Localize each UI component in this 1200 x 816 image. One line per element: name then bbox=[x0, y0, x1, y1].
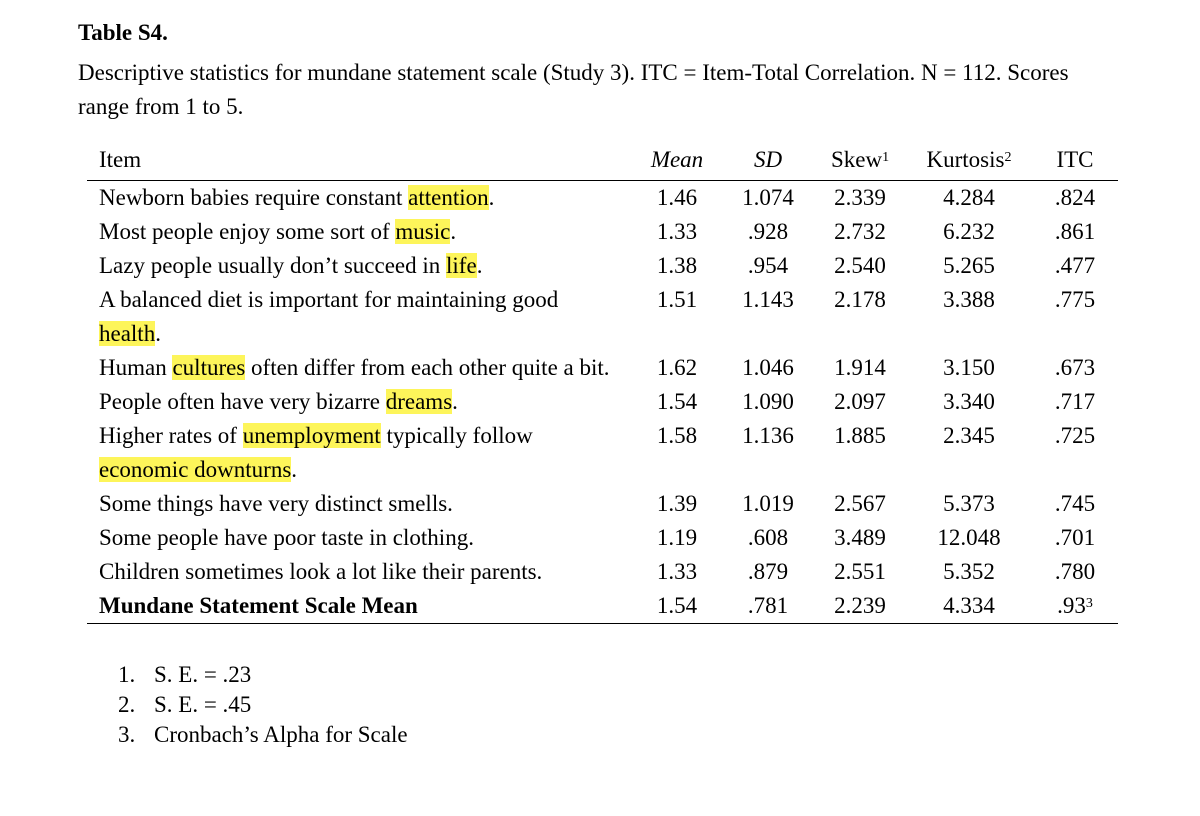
item-cell bbox=[87, 419, 632, 487]
kurtosis-cell: 4.334 bbox=[906, 589, 1032, 624]
kurtosis-cell: 5.373 bbox=[943, 491, 995, 516]
kurtosis-cell: 5.352 bbox=[943, 559, 995, 584]
highlighted-keyword: health bbox=[99, 321, 156, 346]
item-cell bbox=[87, 487, 632, 521]
itc-value: .725 bbox=[1054, 423, 1096, 448]
mean-cell: 1.39 bbox=[656, 491, 698, 516]
item-text: Higher rates of bbox=[99, 423, 243, 448]
itc-value: .701 bbox=[1054, 525, 1096, 550]
sd-cell: .879 bbox=[747, 559, 789, 584]
itc-cell bbox=[1032, 521, 1118, 555]
highlighted-keyword: dreams bbox=[385, 389, 453, 414]
footnote-number: 2. bbox=[118, 692, 136, 717]
table-row bbox=[87, 521, 1118, 555]
item-cell bbox=[87, 215, 632, 249]
item-text: . bbox=[155, 321, 161, 346]
sd-cell: 1.046 bbox=[742, 355, 794, 380]
highlighted-keyword: music bbox=[395, 219, 451, 244]
kurtosis-cell: 12.048 bbox=[937, 525, 1001, 550]
itc-value: .745 bbox=[1054, 491, 1096, 516]
itc-value: .93 bbox=[1057, 593, 1086, 618]
table-row bbox=[87, 249, 1118, 283]
item-text: . bbox=[450, 219, 457, 244]
kurtosis-cell: 4.284 bbox=[943, 185, 995, 210]
footnote bbox=[118, 720, 408, 750]
mean-cell: 1.46 bbox=[656, 185, 698, 210]
header-kurtosis-footnote: 2 bbox=[1004, 150, 1012, 165]
skew-cell: 2.567 bbox=[834, 491, 886, 516]
itc-cell bbox=[1032, 283, 1118, 351]
table-row bbox=[87, 351, 1118, 385]
skew-cell: 1.885 bbox=[834, 423, 886, 448]
footnote bbox=[118, 690, 408, 720]
mean-cell: 1.62 bbox=[656, 355, 698, 380]
itc-value: .775 bbox=[1054, 287, 1096, 312]
skew-cell: 2.732 bbox=[834, 219, 886, 244]
table-row bbox=[87, 487, 1118, 521]
item-cell bbox=[87, 555, 632, 589]
item-text: Lazy people usually don’t succeed in bbox=[99, 253, 447, 278]
kurtosis-cell: 6.232 bbox=[943, 219, 995, 244]
skew-cell: 2.339 bbox=[834, 185, 886, 210]
footnote-text: S. E. = .45 bbox=[154, 692, 252, 717]
item-cell bbox=[87, 351, 632, 385]
itc-cell bbox=[1032, 181, 1118, 216]
item-text: . bbox=[476, 253, 483, 278]
table-row bbox=[87, 215, 1118, 249]
highlighted-keyword: life bbox=[446, 253, 477, 278]
item-cell bbox=[87, 181, 632, 216]
table-row bbox=[87, 283, 1118, 351]
itc-value: .824 bbox=[1054, 185, 1096, 210]
table-row bbox=[87, 385, 1118, 419]
table-row bbox=[87, 181, 1118, 216]
skew-cell: 2.551 bbox=[834, 559, 886, 584]
itc-value: .673 bbox=[1054, 355, 1096, 380]
kurtosis-cell: 3.388 bbox=[943, 287, 995, 312]
footnote-text: S. E. = .23 bbox=[154, 662, 252, 687]
item-text: Most people enjoy some sort of bbox=[99, 219, 396, 244]
mean-cell: 1.33 bbox=[656, 219, 698, 244]
highlighted-keyword: economic downturns bbox=[99, 457, 292, 482]
mean-cell: 1.51 bbox=[656, 287, 698, 312]
header-kurtosis bbox=[906, 140, 1032, 181]
header-sd: SD bbox=[722, 140, 814, 181]
table-row bbox=[87, 419, 1118, 487]
itc-cell bbox=[1032, 351, 1118, 385]
kurtosis-cell: 2.345 bbox=[943, 423, 995, 448]
item-text: Some things have very distinct smells. bbox=[99, 491, 453, 516]
item-text: Children sometimes look a lot like their parents. bbox=[99, 559, 543, 584]
header-itc: ITC bbox=[1032, 140, 1118, 181]
skew-cell: 2.097 bbox=[834, 389, 886, 414]
highlighted-keyword: cultures bbox=[172, 355, 246, 380]
sd-cell: .954 bbox=[747, 253, 789, 278]
table-row bbox=[87, 555, 1118, 589]
skew-cell: 2.540 bbox=[834, 253, 886, 278]
item-text: . bbox=[452, 389, 458, 414]
sd-cell: 1.136 bbox=[742, 423, 794, 448]
table-body bbox=[87, 181, 1118, 624]
header-skew-footnote: 1 bbox=[882, 150, 890, 165]
header-item: Item bbox=[87, 140, 632, 181]
skew-cell: 2.239 bbox=[814, 589, 906, 624]
highlighted-keyword: unemployment bbox=[242, 423, 381, 448]
sd-cell: 1.090 bbox=[742, 389, 794, 414]
item-cell bbox=[87, 283, 632, 351]
item-text: A balanced diet is important for maintaining good bbox=[99, 287, 559, 312]
footnote bbox=[118, 660, 408, 690]
item-cell bbox=[87, 385, 632, 419]
skew-cell: 2.178 bbox=[834, 287, 886, 312]
header-skew-label: Skew bbox=[830, 147, 883, 172]
item-text: . bbox=[291, 457, 298, 482]
header-kurtosis-label: Kurtosis bbox=[926, 147, 1005, 172]
itc-cell bbox=[1032, 589, 1118, 624]
itc-value: .861 bbox=[1054, 219, 1096, 244]
itc-value: .717 bbox=[1054, 389, 1096, 414]
statistics-table-container bbox=[87, 140, 1118, 624]
mean-cell: 1.54 bbox=[656, 389, 698, 414]
itc-value: .780 bbox=[1054, 559, 1096, 584]
itc-footnote: 3 bbox=[1085, 596, 1093, 611]
sd-cell: .608 bbox=[747, 525, 789, 550]
kurtosis-cell: 3.150 bbox=[943, 355, 995, 380]
item-text: Newborn babies require constant bbox=[99, 185, 409, 210]
item-text: . bbox=[488, 185, 495, 210]
table-title: Table S4. bbox=[78, 20, 168, 45]
skew-cell: 1.914 bbox=[834, 355, 886, 380]
itc-cell bbox=[1032, 487, 1118, 521]
itc-cell bbox=[1032, 555, 1118, 589]
itc-value: .477 bbox=[1054, 253, 1096, 278]
sd-cell: 1.143 bbox=[742, 287, 794, 312]
item-cell bbox=[87, 249, 632, 283]
table-footnotes bbox=[118, 660, 408, 750]
item-text: Mundane Statement Scale Mean bbox=[99, 593, 418, 618]
kurtosis-cell: 5.265 bbox=[943, 253, 995, 278]
mean-cell: 1.19 bbox=[656, 525, 698, 550]
sd-cell: .928 bbox=[747, 219, 789, 244]
mean-cell: 1.38 bbox=[656, 253, 698, 278]
footnote-number: 1. bbox=[118, 662, 136, 687]
table-row bbox=[87, 589, 1118, 624]
header-skew bbox=[814, 140, 906, 181]
kurtosis-cell: 3.340 bbox=[943, 389, 995, 414]
item-text: Some people have poor taste in clothing. bbox=[99, 525, 474, 550]
itc-cell bbox=[1032, 249, 1118, 283]
item-text: typically follow bbox=[380, 423, 533, 448]
footnote-text: Cronbach’s Alpha for Scale bbox=[154, 722, 408, 747]
mean-cell: 1.58 bbox=[656, 423, 698, 448]
itc-cell bbox=[1032, 419, 1118, 487]
item-text: People often have very bizarre bbox=[99, 389, 386, 414]
mean-cell: 1.33 bbox=[656, 559, 698, 584]
item-cell bbox=[87, 589, 632, 624]
header-mean: Mean bbox=[632, 140, 722, 181]
skew-cell: 3.489 bbox=[834, 525, 886, 550]
itc-cell bbox=[1032, 215, 1118, 249]
item-cell bbox=[87, 521, 632, 555]
sd-cell: .781 bbox=[722, 589, 814, 624]
table-caption: Descriptive statistics for mundane statement scale (Study 3). ITC = Item-Total Correlation. N = 112. Scores range from 1 to 5. bbox=[78, 60, 1069, 119]
footnote-number: 3. bbox=[118, 722, 136, 747]
itc-cell bbox=[1032, 385, 1118, 419]
statistics-table bbox=[87, 140, 1118, 624]
item-text: often differ from each other quite a bit. bbox=[245, 355, 610, 380]
sd-cell: 1.074 bbox=[742, 185, 794, 210]
item-text: Human bbox=[99, 355, 173, 380]
highlighted-keyword: attention bbox=[408, 185, 489, 210]
table-header-row bbox=[87, 140, 1118, 181]
mean-cell: 1.54 bbox=[632, 589, 722, 624]
sd-cell: 1.019 bbox=[742, 491, 794, 516]
